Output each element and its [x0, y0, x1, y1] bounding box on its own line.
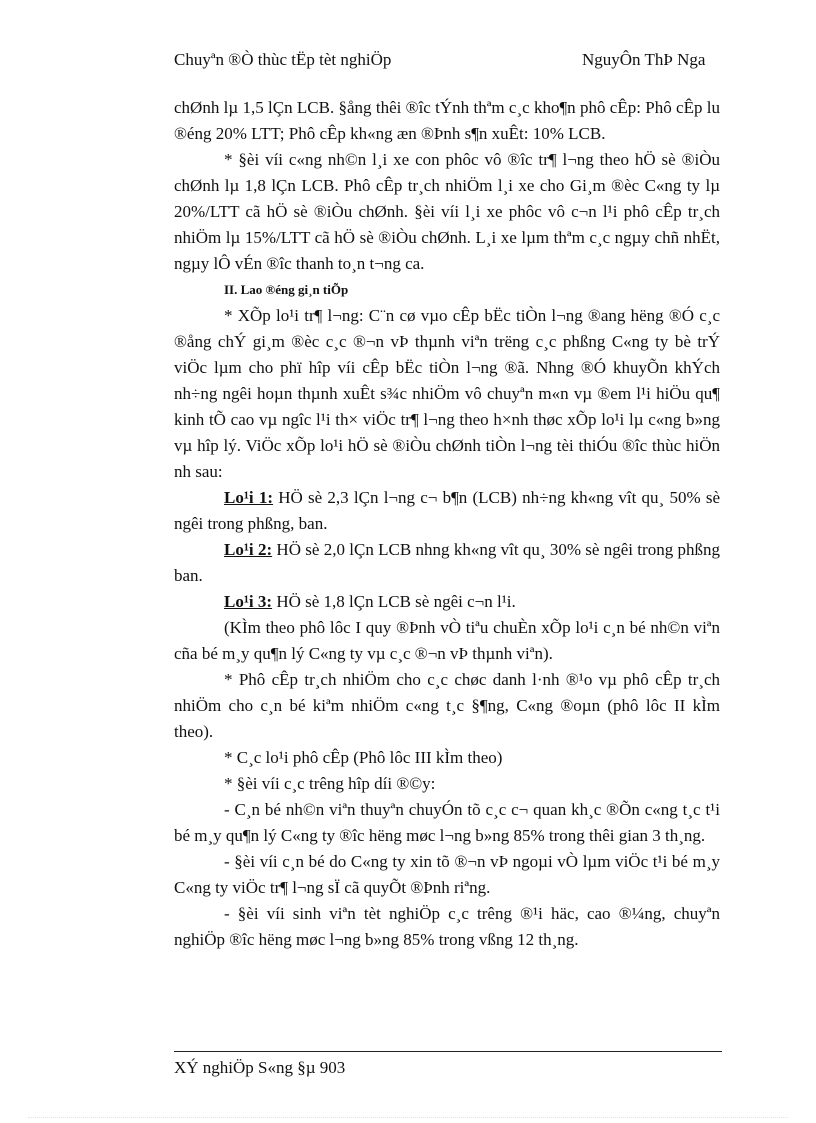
- category-text: HÖ sè 2,0 lÇn LCB nhng kh«ng vît qu¸ 30% sè ngêi trong phßng ban.: [174, 540, 720, 585]
- paragraph: - §èi víi c¸n bé do C«ng ty xin tõ ®¬n vÞ ngoµi vÒ lµm viÖc t¹i bé m¸y C«ng ty viÖc tr¶ l¬ng sÏ cã quyÕt ®Þnh riªng.: [174, 852, 720, 897]
- category-text: HÖ sè 1,8 lÇn LCB sè ngêi c¬n l¹i.: [272, 592, 516, 611]
- category-label: Lo¹i 3:: [224, 592, 273, 611]
- category-label: Lo¹i 2:: [224, 540, 273, 559]
- list-item: [174, 537, 720, 589]
- section-heading: II. Lao ®éng gi¸n tiÕp: [224, 282, 349, 297]
- paragraph: - C¸n bé nh©n viªn thuyªn chuyÓn tõ c¸c c¬ quan kh¸c ®Õn c«ng t¸c t¹i bé m¸y qu¶n lý C«ng ty ®îc hëng møc l¬ng b»ng 85% trong thêi gian 3 th¸ng.: [174, 800, 720, 845]
- paragraph: * §èi víi c«ng nh©n l¸i xe con phôc vô ®îc tr¶ l¬ng theo hÖ sè ®iÒu chØnh lµ 1,8 lÇn LCB. Phô cÊp tr¸ch nhiÖm l¸i xe cho Gi¸m ®èc C«ng ty lµ 20%/LTT cã hÖ sè ®iÒu chØnh. §èi víi l¸i xe phôc vô c¬n l¹i phô cÊp tr¸ch nhiÖm lµ 15%/LTT cã hÖ sè ®iÒu chØnh. L¸i xe lµm thªm c¸c ngµy chñ nhËt, ngµy lÔ vÉn ®îc thanh to¸n t¬ng ca.: [174, 150, 720, 273]
- category-label: Lo¹i 1:: [224, 488, 274, 507]
- paragraph: (KÌm theo phô lôc I quy ®Þnh vÒ tiªu chuÈn xÕp lo¹i c¸n bé nh©n viªn cña bé m¸y qu¶n lý C«ng ty vµ c¸c ®¬n vÞ thµnh viªn).: [174, 618, 720, 663]
- page-footer: XÝ nghiÖp S«ng §µ 903: [174, 1058, 346, 1077]
- paragraph: * C¸c lo¹i phô cÊp (Phô lôc III kÌm theo): [224, 748, 503, 767]
- footer-divider: [174, 1051, 722, 1052]
- document-body: [174, 95, 720, 953]
- list-item: [174, 485, 720, 537]
- paragraph: * §èi víi c¸c trêng hîp díi ®©y:: [224, 774, 436, 793]
- paragraph: chØnh lµ 1,5 lÇn LCB. §ång thêi ®îc tÝnh thªm c¸c kho¶n phô cÊp: Phô cÊp lu ®éng 20% LTT; Phô cÊp kh«ng æn ®Þnh s¶n xuÊt: 10% LCB.: [174, 98, 720, 143]
- header-author: NguyÔn ThÞ Nga: [582, 50, 706, 69]
- category-text: HÖ sè 2,3 lÇn l¬ng c¬ b¶n (LCB) nh÷ng kh«ng vît qu¸ 50% sè ngêi trong phßng, ban.: [174, 488, 720, 533]
- list-item: [174, 589, 720, 615]
- paragraph: - §èi víi sinh viªn tèt nghiÖp c¸c trêng ®¹i häc, cao ®¼ng, chuyªn nghiÖp ®îc hëng møc l¬ng b»ng 85% trong vßng 12 th¸ng.: [174, 904, 720, 949]
- header-title: Chuyªn ®Ò thùc tËp tèt nghiÖp: [174, 50, 392, 69]
- paragraph: * Phô cÊp tr¸ch nhiÖm cho c¸c chøc danh l·nh ®¹o vµ phô cÊp tr¸ch nhiÖm cho c¸n bé kiªm nhiÖm c«ng t¸c §¶ng, C«ng ®oµn (phô lôc II kÌm theo).: [174, 670, 720, 741]
- paragraph: * XÕp lo¹i tr¶ l¬ng: C¨n cø vµo cÊp bËc tiÒn l¬ng ®ang hëng ®Ó c¸c ®ång chÝ gi¸m ®èc c¸c ®¬n vÞ thµnh viªn trëng c¸c phßng C«ng ty bè trÝ viÖc lµm cho phï hîp víi cÊp bËc tiÒn l¬ng ®ã. Nhng ®Ó khuyÕn khÝch nh÷ng ngêi hoµn thµnh xuÊt s¾c nhiÖm vô chuyªn m«n vµ ®em l¹i hiÖu qu¶ kinh tÕ cao vµ ngîc l¹i th× viÖc tr¶ l¬ng theo h×nh thøc xÕp lo¹i lµ c«ng b»ng vµ hîp lý. ViÖc xÕp lo¹i hÖ sè ®iÒu chØnh tiÒn l¬ng tèi thiÓu ®îc thùc hiÖn nh sau:: [174, 306, 720, 481]
- page-bottom-dotted-line: [28, 1117, 788, 1118]
- page-header: [174, 50, 724, 70]
